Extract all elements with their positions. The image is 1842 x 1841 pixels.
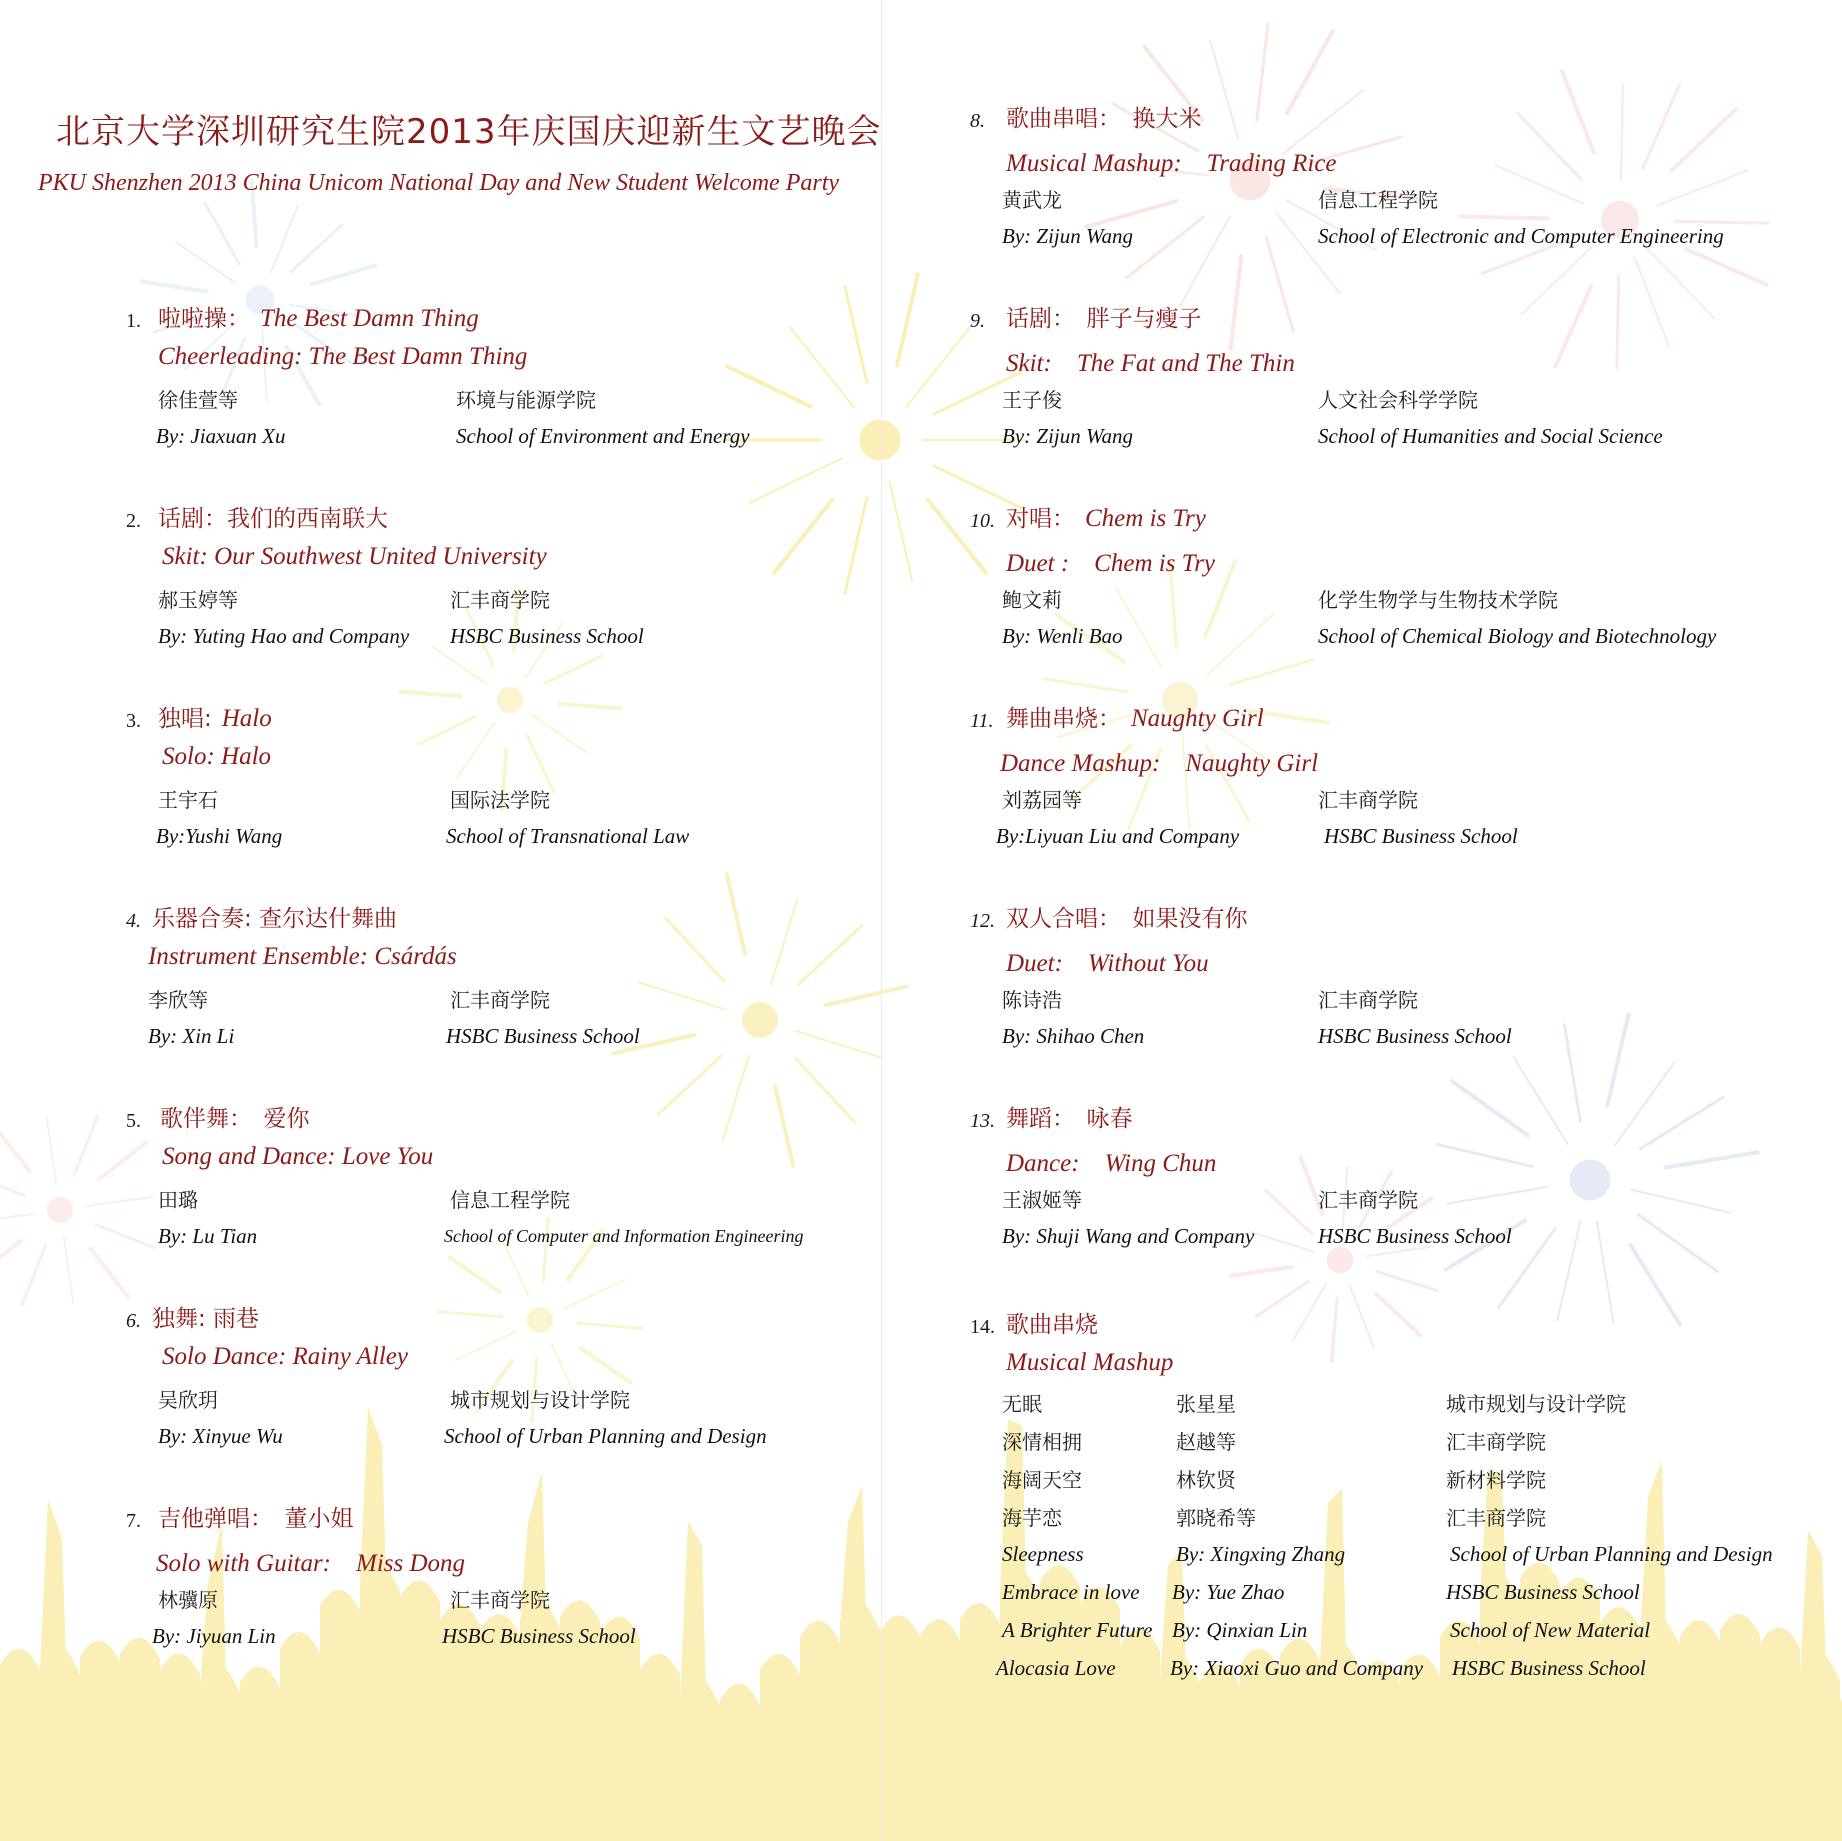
performer-en: By: Zijun Wang: [1002, 224, 1134, 248]
school-en: School of Environment and Energy: [456, 424, 750, 448]
program-title-en: The Best Damn Thing: [260, 305, 479, 332]
performer-cn: 田璐: [158, 1188, 198, 1212]
performer-cn: 陈诗浩: [1002, 988, 1062, 1012]
school-cn: 汇丰商学院: [450, 1588, 550, 1612]
program-subtitle-en: Dance Mashup: Naughty Girl: [1000, 750, 1319, 777]
school-en: HSBC Business School: [1318, 1024, 1512, 1048]
program-subtitle-en: Solo Dance: Rainy Alley: [162, 1343, 408, 1370]
program-title-en: Naughty Girl: [1131, 705, 1264, 732]
school-en: School of Urban Planning and Design: [444, 1424, 767, 1448]
school-cn: 汇丰商学院: [1318, 1188, 1418, 1212]
performer-en: By: Shihao Chen: [1002, 1024, 1145, 1048]
mashup-song-en: Embrace in love: [1002, 1580, 1140, 1604]
mashup-school-cn: 城市规划与设计学院: [1446, 1392, 1626, 1416]
performer-cn: 郝玉婷等: [158, 588, 238, 612]
mashup-school-cn: 汇丰商学院: [1446, 1430, 1546, 1454]
program-title-cn: 歌曲串烧: [1006, 1312, 1098, 1338]
program-title-cn: 歌伴舞： 爱你: [160, 1106, 310, 1132]
school-en: School of Electronic and Computer Engineering: [1318, 224, 1724, 248]
performer-cn: 王淑姬等: [1002, 1188, 1082, 1212]
mashup-performer-en: By: Yue Zhao: [1172, 1580, 1285, 1604]
program-title-en: Musical Mashup: [1006, 1349, 1174, 1376]
school-en: School of Transnational Law: [446, 824, 690, 848]
program-number: 9.: [970, 310, 985, 332]
program-number: 1.: [126, 310, 141, 332]
school-en: HSBC Business School: [450, 624, 644, 648]
page-title-en: PKU Shenzhen 2013 China Unicom National Day and New Student Welcome Party: [38, 170, 840, 196]
school-cn: 信息工程学院: [1318, 188, 1438, 212]
mashup-school-cn: 汇丰商学院: [1446, 1506, 1546, 1530]
mashup-school-cn: 新材料学院: [1446, 1468, 1546, 1492]
program-title-en: Chem is Try: [1085, 505, 1206, 532]
program-title-cn: 话剧：我们的西南联大: [158, 506, 388, 532]
program-title-cn: 对唱：: [1006, 506, 1075, 532]
performer-en: By:Yushi Wang: [156, 824, 283, 848]
performer-cn: 王子俊: [1002, 388, 1062, 412]
program-subtitle-en: Instrument Ensemble: Csárdás: [148, 943, 457, 970]
program-number: 6.: [126, 1310, 141, 1332]
performer-cn: 林骥原: [158, 1588, 218, 1612]
mashup-performer-cn: 张星星: [1176, 1392, 1236, 1416]
performer-cn: 刘荔园等: [1002, 788, 1082, 812]
mashup-performer-en: By: Qinxian Lin: [1172, 1618, 1308, 1642]
program-subtitle-en: Cheerleading: The Best Damn Thing: [158, 343, 528, 370]
mashup-school-en: HSBC Business School: [1446, 1580, 1640, 1604]
school-en: School of Chemical Biology and Biotechnology: [1318, 624, 1717, 648]
performer-en: By: Shuji Wang and Company: [1002, 1224, 1255, 1248]
mashup-song-cn: 海阔天空: [1002, 1468, 1082, 1492]
program-subtitle-en: Duet : Chem is Try: [1006, 550, 1216, 577]
mashup-school-en: School of New Material: [1450, 1618, 1651, 1642]
performer-en: By: Wenli Bao: [1002, 624, 1123, 648]
school-cn: 人文社会科学学院: [1318, 388, 1478, 412]
performer-cn: 李欣等: [148, 988, 208, 1012]
performer-en: By: Yuting Hao and Company: [158, 624, 410, 648]
mashup-performer-cn: 郭晓希等: [1176, 1506, 1256, 1530]
left-page: [0, 0, 881, 1841]
program-number: 13.: [970, 1110, 995, 1132]
mashup-school-en: HSBC Business School: [1452, 1656, 1646, 1680]
program-number: 8.: [970, 110, 985, 132]
program-number: 14.: [970, 1316, 995, 1338]
performer-en: By: Xinyue Wu: [158, 1424, 283, 1448]
program-title-cn: 吉他弹唱： 董小姐: [158, 1506, 354, 1532]
school-en: HSBC Business School: [442, 1624, 636, 1648]
program-subtitle-en: Dance: Wing Chun: [1006, 1150, 1217, 1177]
program-subtitle-en: Song and Dance: Love You: [162, 1143, 434, 1170]
school-en: HSBC Business School: [1324, 824, 1518, 848]
mashup-song-en: A Brighter Future: [1002, 1618, 1153, 1642]
program-title-cn: 歌曲串唱： 换大米: [1006, 106, 1202, 132]
performer-en: By: Xin Li: [148, 1024, 235, 1048]
program-title-cn: 独唱:: [158, 706, 212, 732]
school-cn: 国际法学院: [450, 788, 550, 812]
school-en: HSBC Business School: [446, 1024, 640, 1048]
performer-cn: 徐佳萱等: [158, 388, 238, 412]
performer-en: By: Jiyuan Lin: [152, 1624, 276, 1648]
performer-cn: 王宇石: [158, 788, 218, 812]
school-en: School of Humanities and Social Science: [1318, 424, 1663, 448]
school-en: School of Computer and Information Engineering: [444, 1226, 804, 1246]
mashup-song-cn: 深情相拥: [1002, 1430, 1082, 1454]
program-subtitle-en: Duet: Without You: [1006, 950, 1209, 977]
mashup-performer-cn: 赵越等: [1176, 1430, 1236, 1454]
program-title-cn: 独舞: 雨巷: [152, 1306, 260, 1332]
program-number: 10.: [970, 510, 995, 532]
program-number: 3.: [126, 710, 141, 732]
school-cn: 化学生物学与生物技术学院: [1318, 588, 1558, 612]
page-title-cn: 北京大学深圳研究生院2013年庆国庆迎新生文艺晚会: [56, 112, 882, 152]
right-page: [882, 0, 1842, 1841]
school-cn: 城市规划与设计学院: [450, 1388, 630, 1412]
mashup-performer-en: By: Xiaoxi Guo and Company: [1170, 1656, 1424, 1680]
program-title-en: Halo: [221, 705, 272, 732]
performer-en: By: Jiaxuan Xu: [156, 424, 286, 448]
program-title-cn: 啦啦操：: [158, 306, 250, 332]
mashup-performer-cn: 林钦贤: [1176, 1468, 1236, 1492]
program-subtitle-en: Musical Mashup: Trading Rice: [1006, 150, 1337, 177]
mashup-song-en: Sleepness: [1002, 1542, 1084, 1566]
school-cn: 汇丰商学院: [450, 588, 550, 612]
program-title-cn: 乐器合奏: 查尔达什舞曲: [152, 906, 398, 932]
program-subtitle-en: Skit: The Fat and The Thin: [1006, 350, 1295, 377]
program-number: 5.: [126, 1110, 141, 1132]
program-number: 7.: [126, 1510, 141, 1532]
school-cn: 汇丰商学院: [1318, 988, 1418, 1012]
school-cn: 汇丰商学院: [1318, 788, 1418, 812]
program-title-cn: 舞曲串烧：: [1006, 706, 1121, 732]
mashup-school-en: School of Urban Planning and Design: [1450, 1542, 1773, 1566]
program-title-cn: 舞蹈： 咏春: [1006, 1106, 1133, 1132]
program-subtitle-en: Solo: Halo: [162, 743, 272, 770]
mashup-performer-en: By: Xingxing Zhang: [1176, 1542, 1346, 1566]
school-cn: 信息工程学院: [450, 1188, 570, 1212]
program-number: 2.: [126, 510, 141, 532]
mashup-song-cn: 无眠: [1002, 1392, 1042, 1416]
program-number: 12.: [970, 910, 995, 932]
performer-cn: 黄武龙: [1002, 188, 1062, 212]
performer-en: By: Lu Tian: [158, 1224, 258, 1248]
mashup-song-en: Alocasia Love: [996, 1656, 1116, 1680]
program-title-cn: 话剧： 胖子与瘦子: [1006, 306, 1202, 332]
school-en: HSBC Business School: [1318, 1224, 1512, 1248]
program-title-cn: 双人合唱： 如果没有你: [1006, 906, 1248, 932]
performer-cn: 鲍文莉: [1002, 588, 1062, 612]
performer-en: By:Liyuan Liu and Company: [996, 824, 1240, 848]
mashup-song-cn: 海芋恋: [1002, 1506, 1062, 1530]
performer-en: By: Zijun Wang: [1002, 424, 1134, 448]
performer-cn: 吴欣玥: [158, 1388, 218, 1412]
program-subtitle-en: Solo with Guitar: Miss Dong: [156, 1550, 466, 1577]
program-number: 11.: [970, 710, 994, 732]
program-number: 4.: [126, 910, 141, 932]
school-cn: 环境与能源学院: [456, 388, 596, 412]
program-subtitle-en: Skit: Our Southwest United University: [162, 543, 547, 570]
school-cn: 汇丰商学院: [450, 988, 550, 1012]
